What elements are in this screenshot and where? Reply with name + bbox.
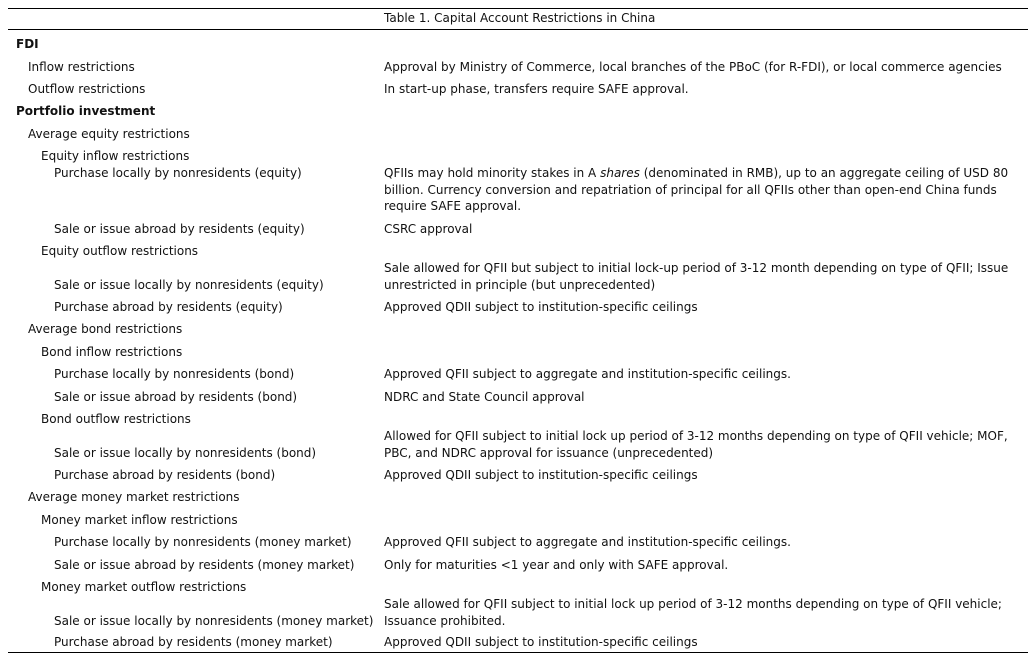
row-description: Approved QDII subject to institution-specific ceilings [384, 468, 698, 482]
table-caption: Table 1. Capital Account Restrictions in China [384, 11, 656, 25]
row-description: Approved QFII subject to aggregate and institution-specific ceilings. [384, 535, 791, 549]
desc-emphasis: shares [600, 166, 640, 180]
row-label: Bond outflow restrictions [41, 412, 191, 426]
top-rule [8, 8, 1028, 9]
desc-text: QFIIs may hold minority stakes in A [384, 166, 601, 180]
row-label: Equity outflow restrictions [41, 244, 199, 258]
row-label: Sale or issue locally by nonresidents (money market) [54, 614, 374, 628]
row-description: Approved QDII subject to institution-specific ceilings [384, 635, 698, 649]
row-label: Sale or issue locally by nonresidents (bond) [54, 446, 317, 460]
section-heading-portfolio: Portfolio investment [16, 104, 156, 118]
row-label: Average money market restrictions [28, 490, 240, 504]
section-heading-fdi: FDI [16, 37, 39, 51]
row-description: Sale allowed for QFII but subject to initial lock-up period of 3-12 month depending on type of QFII; Issue unrestricted in principle (but unprecedented) [384, 261, 1009, 292]
bottom-rule [8, 652, 1028, 653]
row-description: NDRC and State Council approval [384, 390, 585, 404]
row-label: Purchase abroad by residents (money market) [54, 635, 333, 649]
row-label: Inflow restrictions [28, 60, 135, 74]
row-label: Money market outflow restrictions [41, 580, 247, 594]
row-label: Purchase abroad by residents (bond) [54, 468, 276, 482]
row-description: Only for maturities <1 year and only with SAFE approval. [384, 558, 729, 572]
row-description: In start-up phase, transfers require SAFE approval. [384, 82, 689, 96]
row-label: Average bond restrictions [28, 322, 183, 336]
row-label: Bond inflow restrictions [41, 345, 183, 359]
row-label: Purchase locally by nonresidents (bond) [54, 367, 295, 381]
row-label: Money market inflow restrictions [41, 513, 238, 527]
row-description: Approved QDII subject to institution-specific ceilings [384, 300, 698, 314]
row-label: Purchase locally by nonresidents (equity) [54, 166, 302, 180]
row-label: Average equity restrictions [28, 127, 190, 141]
row-label: Sale or issue abroad by residents (money market) [54, 558, 355, 572]
row-description: CSRC approval [384, 222, 473, 236]
header-rule [8, 29, 1028, 30]
row-label: Sale or issue abroad by residents (bond) [54, 390, 298, 404]
desc-text: (denominated in RMB), up to an aggregate ceiling of USD 80 billion. Currency conversion and repatriation of principal for all QFIIs other than open-end China funds require SAFE approval. [384, 166, 1009, 213]
row-label: Purchase locally by nonresidents (money market) [54, 535, 352, 549]
row-label: Purchase abroad by residents (equity) [54, 300, 283, 314]
row-label: Equity inflow restrictions [41, 149, 190, 163]
row-description [384, 165, 1024, 215]
row-label: Sale or issue abroad by residents (equity) [54, 222, 305, 236]
row-label: Sale or issue locally by nonresidents (equity) [54, 278, 324, 292]
row-description: Approval by Ministry of Commerce, local branches of the PBoC (for R-FDI), or local commerce agencies [384, 60, 1002, 74]
row-label: Outflow restrictions [28, 82, 146, 96]
row-description: Allowed for QFII subject to initial lock up period of 3-12 months depending on type of QFII vehicle; MOF, PBC, and NDRC approval for issuance (unprecedented) [384, 429, 1008, 460]
row-description: Sale allowed for QFII subject to initial lock up period of 3-12 months depending on type of QFII vehicle; Issuance prohibited. [384, 597, 1002, 628]
row-description: Approved QFII subject to aggregate and institution-specific ceilings. [384, 367, 791, 381]
